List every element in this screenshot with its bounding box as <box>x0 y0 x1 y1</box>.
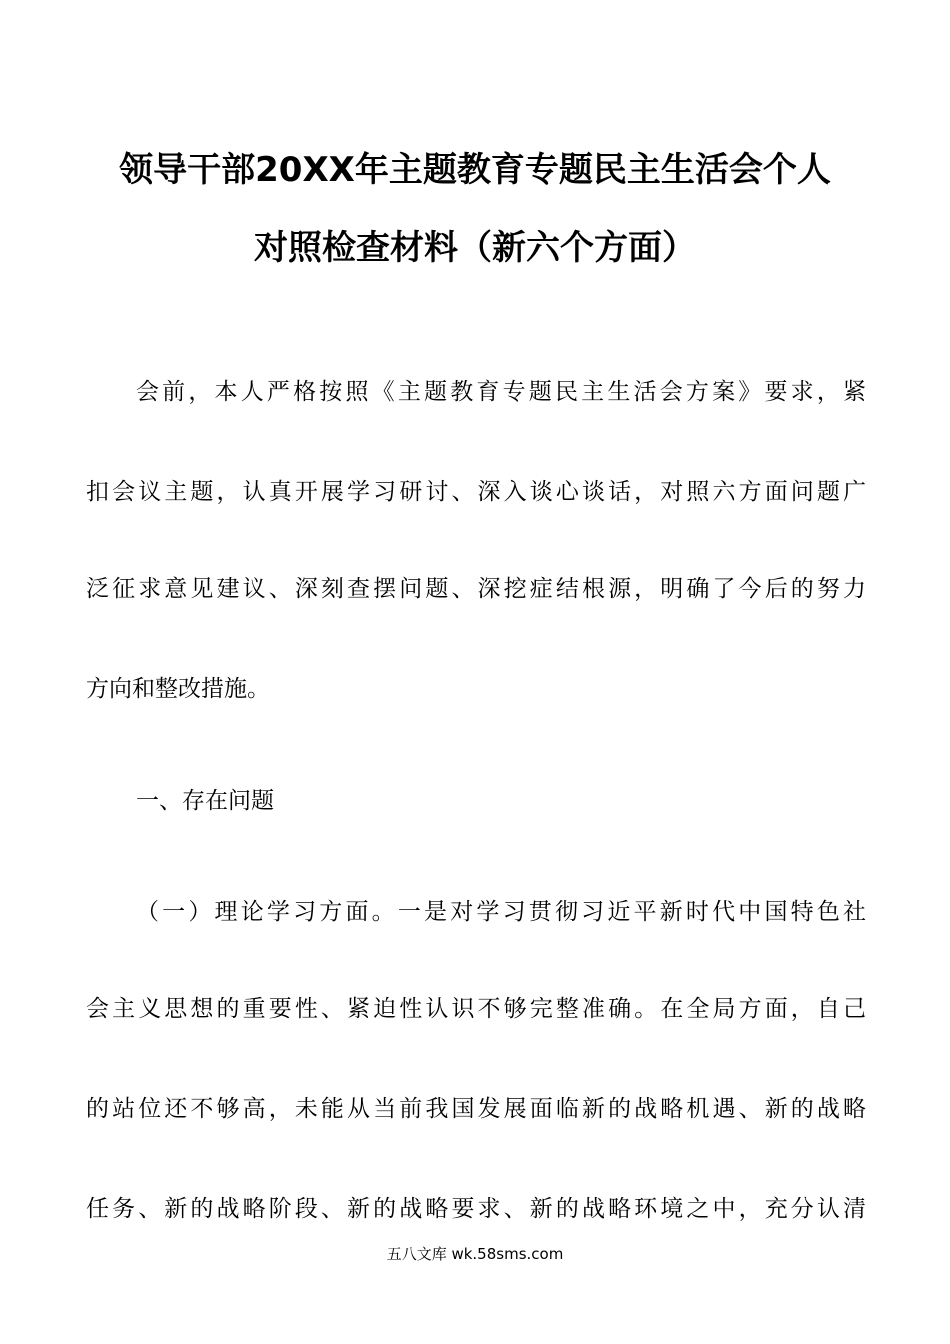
intro-line-1: 会前，本人严格按照《主题教育专题民主生活会方案》要求，紧 <box>136 379 866 405</box>
section1-line-3: 的站位还不够高，未能从当前我国发展面临新的战略机遇、新的战略 <box>86 1096 866 1122</box>
intro-line-3: 泛征求意见建议、深刻查摆问题、深挖症结根源，明确了今后的努力 <box>86 576 866 602</box>
document-title-line-1: 领导干部20XX年主题教育专题民主生活会个人 <box>119 150 831 190</box>
page-footer: 五八文库 wk.58sms.com <box>386 1245 564 1263</box>
section1-line-2: 会主义思想的重要性、紧迫性认识不够完整准确。在全局方面，自己 <box>86 996 866 1022</box>
intro-line-2: 扣会议主题，认真开展学习研讨、深入谈心谈话，对照六方面问题广 <box>86 479 866 505</box>
section1-line-4: 任务、新的战略阶段、新的战略要求、新的战略环境之中，充分认清 <box>86 1196 866 1222</box>
section-heading: 一、存在问题 <box>136 788 274 814</box>
document-title-line-2: 对照检查材料（新六个方面） <box>254 228 696 268</box>
intro-line-4: 方向和整改措施。 <box>86 676 270 702</box>
section1-line-1: （一）理论学习方面。一是对学习贯彻习近平新时代中国特色社 <box>136 899 866 925</box>
